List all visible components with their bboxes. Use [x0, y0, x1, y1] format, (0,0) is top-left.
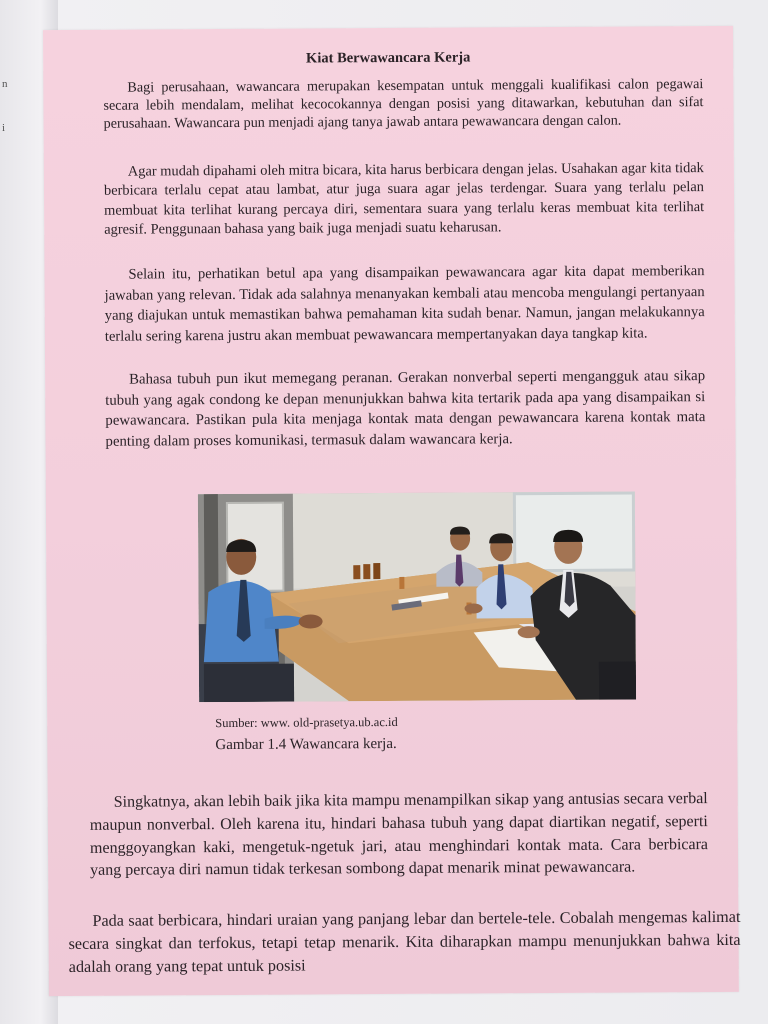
left-edge-mark: i — [2, 122, 6, 134]
paragraph-3: Selain itu, perhatikan betul apa yang disampaikan pewawancara agar kita dapat memberikan jawaban yang relevan. Tidak ada salahnya menanyakan kembali atau mencoba mengulangi pertanyaan yang diajukan untuk memastikan bahwa pemahaman kita sudah benar. Namun, jangan melakukannya terlalu sering karena justru akan membuat pewawancara mempertanyakan daya tangkap kita. — [104, 263, 705, 345]
paragraph-2: Agar mudah dipahami oleh mitra bicara, kita harus berbicara dengan jelas. Usahakan agar kita tidak berbicara terlalu cepat atau lambat, atur juga suara agar jelas terdengar. Suara yang terlalu pelan membuat kita terlihat kurang percaya diri, sementara suara yang terlalu keras membuat kita terlihat agresif. Penggunaan bahasa yang baik juga menjadi suatu keharusan. — [103, 160, 705, 238]
article-title: Kiat Berwawancara Kerja — [305, 49, 471, 67]
figure-source: Sumber: www. old-prasetya.ub.ac.id — [215, 714, 398, 731]
pink-text-box — [43, 26, 739, 996]
job-interview-photo — [198, 492, 636, 703]
paragraph-4: Bahasa tubuh pun ikut memegang peranan. Gerakan nonverbal seperti mengangguk atau sikap tubuh yang agak condong ke depan menunjukkan bahwa kita tertarik pada apa yang disampaikan si pewawancara. Pastikan pula kita menjaga kontak mata dengan pewawancara karena kontak mata penting dalam proses komunikasi, termasuk dalam wawancara kerja. — [105, 368, 706, 450]
left-edge-mark: n — [2, 78, 8, 90]
paragraph-5: Singkatnya, akan lebih baik jika kita mampu menampilkan sikap yang antusias secara verbal maupun nonverbal. Oleh karena itu, hindari bahasa tubuh yang dapat diartikan negatif, seperti menggoyangkan kaki, mengetuk-ngetuk jari, atau menghindari kontak mata. Cara berbicara yang percaya diri namun tidak terkesan sombong dapat menarik minat pewawancara. — [89, 790, 709, 880]
paragraph-6: Pada saat berbicara, hindari uraian yang panjang lebar dan bertele-tele. Cobalah mengemas kalimat secara singkat dan terfokus, tetapi tetap menarik. Kita diharapkan mampu menunjukkan bahwa kita adalah orang yang tepat untuk posisi — [68, 907, 741, 976]
figure-caption: Gambar 1.4 Wawancara kerja. — [215, 735, 397, 754]
paragraph-1: Bagi perusahaan, wawancara merupakan kesempatan untuk menggali kualifikasi calon pegawai secara lebih mendalam, melihat kecocokannya dengan posisi yang ditawarkan, kebutuhan dan sifat perusahaan. Wawancara pun menjadi ajang tanya jawab antara pewawancara dengan calon. — [103, 76, 704, 133]
